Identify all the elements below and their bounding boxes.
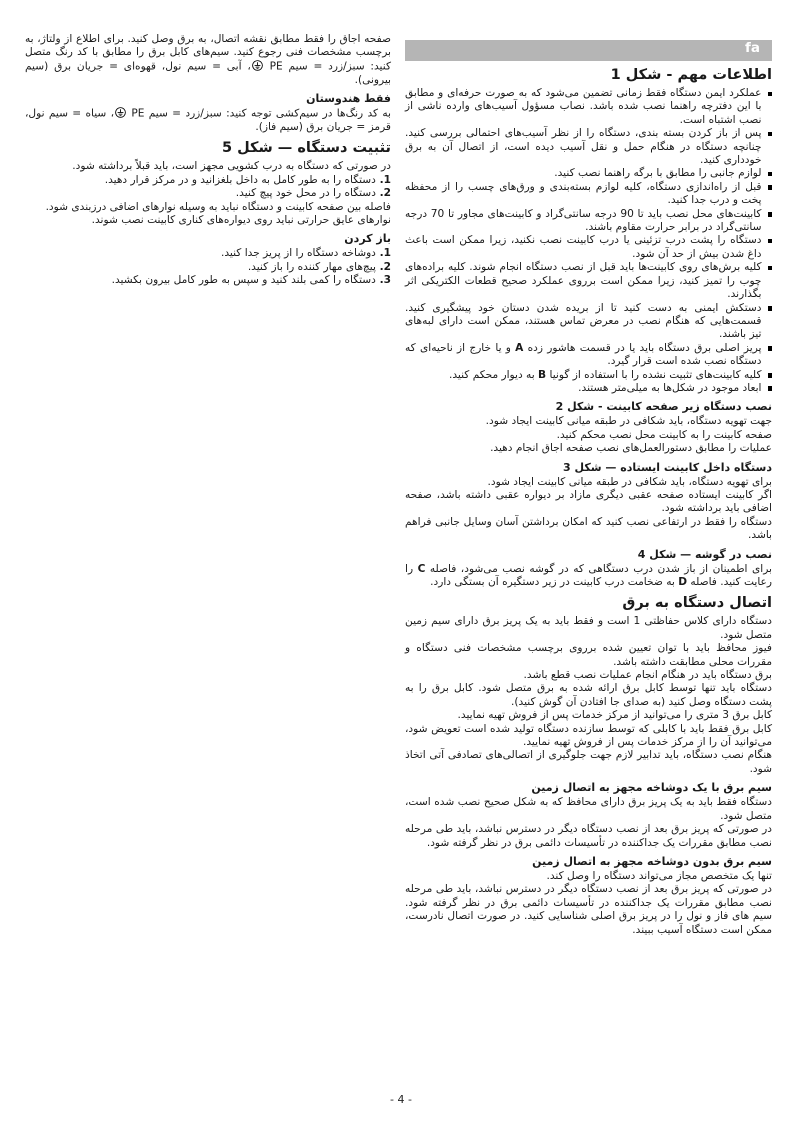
text-run: دستگاه فقط باید به یک پریز برق دارای محافظ که به شکل صحیح نصب شده است، متصل شود. [405, 796, 772, 822]
bullet-text [405, 234, 762, 261]
bullet-square-icon [768, 239, 773, 244]
bullet-square-icon [768, 373, 773, 378]
bullet-text [405, 181, 762, 208]
text-run: D [678, 576, 688, 588]
text-run: کابینت‌های محل نصب باید تا 90 درجه سانتی‌گراد و کابینت‌های مجاور تا 70 درجه سانتی‌گراد در برابر حرارت مقاوم باشند. [405, 207, 762, 234]
text-run: تنها یک متخصص مجاز می‌تواند دستگاه را وصل کند. [546, 869, 772, 882]
bullet-item [405, 208, 772, 235]
text-run: عملیات را مطابق دستورالعمل‌های نصب صفحه اجاق انجام دهید. [490, 442, 772, 455]
text-run: 1. [375, 247, 391, 260]
paragraph [405, 682, 772, 709]
paragraph [25, 214, 391, 227]
text-run: دستگاه را در محل خود پیچ کنید. [235, 187, 376, 200]
paragraph [405, 823, 772, 850]
section-heading [405, 595, 772, 612]
pe-earth-ground-icon [252, 60, 263, 71]
bullet-item [405, 167, 772, 180]
subsection-heading [405, 548, 772, 562]
text-run: در صورتی که پریز برق بعد از نصب دستگاه دیگر در دسترس نباشد، باید طی مرحله نصب مطابق مقررات یک جداکننده در تأسیسات دائمی برق در نظر گرفته شود. سیم های فاز و نول را در پریز برق اصلی شناسایی کنید. در صورت اتصال نادرست، ممکن است دستگاه آسیب ببیند. [405, 883, 772, 936]
bullet-text [405, 127, 762, 167]
paragraph [405, 642, 772, 669]
numbered-step [25, 247, 391, 260]
text-run: دستکش ایمنی به دست کنید تا از بریده شدن دستان خود پیشگیری کنید. قسمت‌هایی که هنگام نصب در معرض تماس هستند، ممکن است دارای لبه‌های تیز باشند. [405, 301, 762, 341]
text-run: پیچ‌های مهار کننده را باز کنید. [247, 260, 376, 273]
subsection-heading [405, 461, 772, 475]
text-run: عملکرد ایمن دستگاه فقط زمانی تضمین می‌شود که به صورت حرفه‌ای و مطابق با این دفترچه راهنما نصب شده باشد. نصاب مسؤول آسیب‌های وارده ناشی از نصب اشتباه است. [405, 87, 762, 126]
bullet-square-icon [768, 266, 773, 271]
text-run: فقط هندوستان [306, 92, 391, 106]
text-run: 2. [375, 260, 391, 273]
section-heading [25, 140, 391, 157]
numbered-step [25, 187, 391, 200]
text-run: صفحه کابینت را به کابینت محل نصب محکم کنید. [556, 428, 772, 441]
bullet-text [405, 261, 762, 301]
paragraph [405, 615, 772, 642]
paragraph [405, 563, 772, 590]
text-run: به ضخامت درب کابینت در زیر دستگیره آن بستگی دارد. [430, 576, 679, 588]
bullet-text [405, 208, 762, 235]
bullet-item [405, 369, 772, 382]
bullet-square-icon [768, 212, 773, 217]
text-run: 2. [375, 187, 391, 200]
bullet-text [405, 342, 762, 369]
text-run: صفحه اجاق را فقط مطابق نقشه اتصال، به برق وصل کنید. برای اطلاع از ولتاژ، به برچسب مشخصات فنی رجوع کنید. سیم‌های کابل برق را مطابق با کد رنگ متصل کنید: سبز/زرد = سیم PE [25, 33, 391, 73]
paragraph [405, 429, 772, 442]
text-run: اگر کابینت ایستاده صفحه عقبی دیگری مازاد بر دیواره عقبی داشته باشد، صفحه اضافی باید برداشته شود. [405, 488, 772, 515]
text-run: لوازم جانبی را مطابق با برگه راهنما نصب کنید. [554, 167, 762, 180]
bullet-square-icon [768, 132, 773, 137]
paragraph [405, 796, 772, 823]
paragraph [405, 415, 772, 428]
bullet-item [405, 261, 772, 301]
text-run: ، سیاه = سیم نول، قرمز = جریان برق (سیم فاز). [25, 107, 391, 134]
text-run: 3. [375, 274, 391, 287]
paragraph [25, 33, 391, 87]
bullet-square-icon [768, 172, 773, 177]
text-run: دستگاه دارای کلاس حفاظتی 1 است و فقط باید به یک پریز برق دارای سیم زمین متصل شود. [405, 615, 773, 641]
text-run: برای تهویه دستگاه، باید شکافی در طبقه میانی کابینت ایجاد شود. [487, 475, 772, 488]
column-left [25, 33, 391, 288]
text-run: باز کردن [344, 232, 391, 246]
text-run: دستگاه را پشت درب تزئینی یا درب کابینت نصب نکنید، زیرا ممکن است باعث داغ شدن بیش از حد آن شود. [405, 234, 762, 260]
text-run: قبل از راه‌اندازی دستگاه، کلیه لوازم بسته‌بندی و ورق‌های چسب را از محفظه پخت و درب جدا کنید. [405, 180, 762, 207]
text-run: فاصله بین صفحه کابینت و دستگاه نباید به وسیله نوارهای اضافی درزبندی شود. [45, 200, 391, 213]
subsection-heading [405, 781, 772, 795]
text-run: فیوز محافظ باید با توان تعیین شده برروی برچسب مشخصات فنی دستگاه و مقررات محلی مطابقت داشته باشد. [405, 642, 772, 668]
text-run: اتصال دستگاه به برق [622, 595, 772, 612]
paragraph [25, 201, 391, 214]
text-run: برق دستگاه باید در هنگام انجام عملیات نصب قطع باشد. [523, 669, 772, 682]
bullet-item [405, 342, 772, 369]
text-run: هنگام نصب دستگاه، باید تدابیر لازم جهت جلوگیری از اتصالی‌های تصادفی آتی اتخاذ شود. [405, 749, 772, 775]
paragraph [405, 709, 772, 722]
bullet-text [405, 87, 762, 127]
text-run: B [538, 368, 547, 381]
bullet-item [405, 127, 772, 167]
text-run: نصب در گوشه — شکل 4 [637, 547, 772, 561]
paragraph [25, 107, 391, 134]
text-run: دستگاه را به طور کامل به داخل بلغزانید و در مرکز قرار دهید. [104, 173, 376, 186]
bullet-square-icon [768, 346, 773, 351]
text-run: به دیوار محکم کنید. [448, 368, 539, 381]
bullet-text [405, 302, 762, 342]
text-run: کابل برق فقط باید با کابلی که توسط سازنده دستگاه تولید شده است تعویض شود، می‌توانید آن را از مرکز خدمات پس از فروش تهیه نمایید. [405, 722, 772, 749]
column-left-content [25, 33, 391, 288]
paragraph [405, 669, 772, 682]
text-run: دستگاه را فقط در ارتفاعی نصب کنید که امکان برداشتن آسان وسایل جانبی فراهم باشد. [405, 515, 772, 542]
text-run: دستگاه را کمی بلند کنید و سپس به طور کامل بیرون بکشید. [111, 274, 376, 287]
text-run: 1. [375, 173, 391, 186]
text-run: دوشاخه دستگاه را از پریز جدا کنید. [220, 247, 376, 260]
text-run: ، آبی = سیم نول، قهوه‌ای = جریان برق (سیم بیرونی). [25, 60, 391, 86]
paragraph [405, 516, 772, 543]
text-run: در صورتی که پریز برق بعد از نصب دستگاه دیگر در دسترس نباشد، باید طی مرحله نصب مطابق مقررات یک جداکننده در تأسیسات دائمی برق در نظر گرفته شود. [405, 823, 772, 849]
text-run: کلیه برش‌های روی کابینت‌ها باید قبل از نصب دستگاه انجام شوند. کلیه براده‌های چوب را تمیز کنید، زیرا ممکن است برروی عملکرد صحیح قطعات الکتریکی اثر بگذارند. [405, 261, 762, 301]
text-run: سیم برق بدون دوشاخه مجهز به اتصال زمین [532, 854, 772, 868]
text-run: برای اطمینان از باز شدن درب دستگاهی که در گوشه نصب می‌شود، فاصله [425, 562, 772, 575]
bullet-item [405, 87, 772, 127]
text-run: در صورتی که دستگاه به درب کشویی مجهز است، باید قبلاً برداشته شود. [72, 160, 391, 173]
paragraph [405, 870, 772, 883]
text-run: اطلاعات مهم - شکل 1 [610, 67, 772, 83]
text-run: پس از باز کردن بسته بندی، دستگاه را از نظر آسیب‌های احتمالی بررسی کنید. چنانچه دستگاه در هنگام حمل و نقل آسیب دیده است، از اتصال آن به برق خودداری کنید. [405, 127, 762, 167]
bullet-item [405, 302, 772, 342]
text-run: تثبیت دستگاه — شکل 5 [221, 140, 391, 157]
paragraph [25, 160, 391, 173]
paragraph [405, 723, 772, 750]
text-run: نوارهای عایق حرارتی نباید روی دیواره‌های کناری کابینت نصب شوند. [91, 214, 391, 227]
text-run: A [515, 341, 524, 354]
subsection-heading [25, 92, 391, 106]
page-number: - 4 - [390, 1093, 412, 1106]
text-run: C [417, 562, 426, 575]
bullet-square-icon [768, 185, 773, 190]
bullet-square-icon [768, 386, 773, 391]
subsection-heading [405, 400, 772, 414]
bullet-text [405, 382, 762, 395]
text-run: جهت تهویه دستگاه، باید شکافی در طبقه میانی کابینت ایجاد شود. [485, 415, 772, 428]
bullet-item [405, 181, 772, 208]
bullet-square-icon [768, 92, 773, 97]
column-right-content [405, 67, 772, 937]
column-right [405, 40, 772, 937]
text-run: نصب دستگاه زیر صفحه کابینت - شکل 2 [555, 400, 772, 414]
bullet-item [405, 234, 772, 261]
pe-earth-ground-icon [115, 107, 126, 118]
text-run: سیم برق با یک دوشاخه مجهز به اتصال زمین [531, 781, 772, 795]
text-run: کابل برق 3 متری را می‌توانید از مرکز خدمات پس از فروش تهیه نمایید. [457, 709, 772, 722]
paragraph [405, 442, 772, 455]
paragraph [405, 489, 772, 516]
bullet-text [405, 369, 762, 382]
bullet-item [405, 382, 772, 395]
paragraph [405, 476, 772, 489]
paragraph [405, 749, 772, 776]
text-run: کلیه کابینت‌های تثبیت نشده را با استفاده از گونیا [546, 368, 762, 381]
text-run: و یا خارج از ناحیه‌ای که دستگاه نصب شده است قرار گیرد. [405, 341, 762, 368]
text-run: دستگاه باید تنها توسط کابل برق ارائه شده به برق متصل شود. کابل برق را به پشت دستگاه وصل کنید (به صدای جا افتادن آن گوش کنید). [405, 682, 772, 708]
subsection-heading [25, 232, 391, 246]
text-run: ابعاد موجود در شکل‌ها به میلی‌متر هستند. [578, 381, 762, 394]
numbered-step [25, 174, 391, 187]
paragraph [405, 883, 772, 937]
numbered-step [25, 274, 391, 287]
text-run: را رعایت کنید. فاصله [405, 562, 772, 588]
text-run: به کد رنگ‌ها در سیم‌کشی توجه کنید: سبز/زرد = سیم PE [127, 107, 392, 120]
language-tab-label: fa [745, 40, 760, 56]
subsection-heading [405, 855, 772, 869]
bullet-text [405, 167, 762, 180]
section-heading [405, 67, 772, 84]
bullet-square-icon [768, 306, 773, 311]
numbered-step [25, 261, 391, 274]
text-run: پریز اصلی برق دستگاه باید یا در قسمت هاشور زده [523, 341, 762, 354]
text-run: دستگاه داخل کابینت ایستاده — شکل 3 [563, 460, 772, 474]
language-tab [405, 40, 772, 61]
